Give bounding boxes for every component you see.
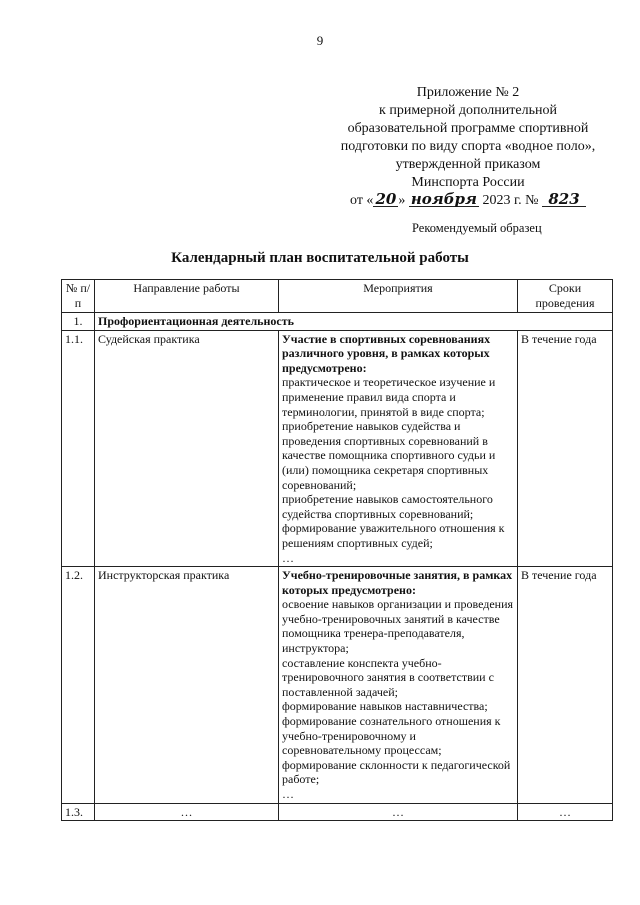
- page-number: 9: [316, 33, 324, 48]
- section-num: 1.: [62, 313, 95, 331]
- appendix-line: подготовки по виду спорта «водное поло»,: [340, 139, 596, 154]
- row-num: 1.1.: [62, 330, 95, 567]
- events-item: …: [282, 787, 294, 801]
- events-item: составление конспекта учебно-тренировочного занятия в соответствии с поставленной задачей;: [282, 655, 494, 699]
- date-prefix: от «: [350, 193, 374, 208]
- row-terms: …: [518, 803, 613, 821]
- header-terms: Сроки проведения: [518, 280, 613, 313]
- table-row: [62, 330, 613, 567]
- row-events: [279, 567, 518, 804]
- date-day: 20: [375, 190, 397, 208]
- row-direction: Судейская практика: [95, 330, 279, 567]
- order-number: 823: [542, 192, 586, 207]
- row-direction: …: [95, 803, 279, 821]
- date-mid: »: [398, 193, 406, 208]
- date-month: ноября: [410, 190, 477, 208]
- events-item: приобретение навыков судейства и проведения спортивных соревнований в качестве помощника спортивного судьи и (или) помощника секретаря спортивных соревнований;: [282, 419, 496, 492]
- header-num: № п/п: [62, 280, 95, 313]
- events-item: формирование сознательного отношения к учебно-тренировочному и соревновательному процессам;: [282, 714, 501, 758]
- row-terms: В течение года: [518, 567, 613, 804]
- events-item: …: [282, 550, 294, 565]
- sample-label: Рекомендуемый образец: [412, 221, 542, 235]
- events-heading: Учебно-тренировочные занятия, в рамках которых предусмотрено:: [282, 568, 513, 597]
- section-title: Профориентационная деятельность: [95, 313, 613, 331]
- row-num: 1.2.: [62, 567, 95, 804]
- appendix-line: к примерной дополнительной: [379, 103, 557, 118]
- row-num: 1.3.: [62, 803, 95, 821]
- table-row: [62, 567, 613, 804]
- appendix-line: Приложение № 2: [416, 85, 520, 100]
- events-item: освоение навыков организации и проведения учебно-тренировочных занятий в качестве помощника тренера-преподавателя, инструктора;: [282, 597, 514, 656]
- header-direction: Направление работы: [95, 280, 279, 313]
- date-year: 2023 г. №: [482, 193, 539, 208]
- document-title: Календарный план воспитательной работы: [171, 250, 469, 266]
- row-events: [279, 330, 518, 567]
- row-terms: В течение года: [518, 330, 613, 567]
- events-item: практическое и теоретическое изучение и применение правил вида спорта и терминологии, принятой в виде спорта;: [282, 375, 496, 419]
- events-heading: Участие в спортивных соревнованиях различного уровня, в рамках которых предусмотрено:: [282, 331, 491, 375]
- appendix-line: образовательной программе спортивной: [347, 121, 589, 136]
- table-header-row: [62, 280, 613, 313]
- order-date-line: [318, 192, 618, 210]
- section-row: [62, 313, 613, 331]
- events-item: формирование навыков наставничества;: [282, 699, 488, 714]
- row-events: …: [279, 803, 518, 821]
- events-item: формирование склонности к педагогической работе;: [282, 757, 511, 787]
- events-item: приобретение навыков самостоятельного судейства спортивных соревнований;: [282, 492, 493, 521]
- events-item: формирование уважительного отношения к решениям спортивных судей;: [282, 521, 505, 550]
- plan-table: [61, 279, 613, 821]
- row-direction: Инструкторская практика: [95, 567, 279, 804]
- appendix-block: [318, 84, 618, 210]
- appendix-line: утвержденной приказом: [395, 157, 541, 172]
- table-row: [62, 803, 613, 821]
- header-events: Мероприятия: [279, 280, 518, 313]
- appendix-line: Минспорта России: [411, 175, 525, 190]
